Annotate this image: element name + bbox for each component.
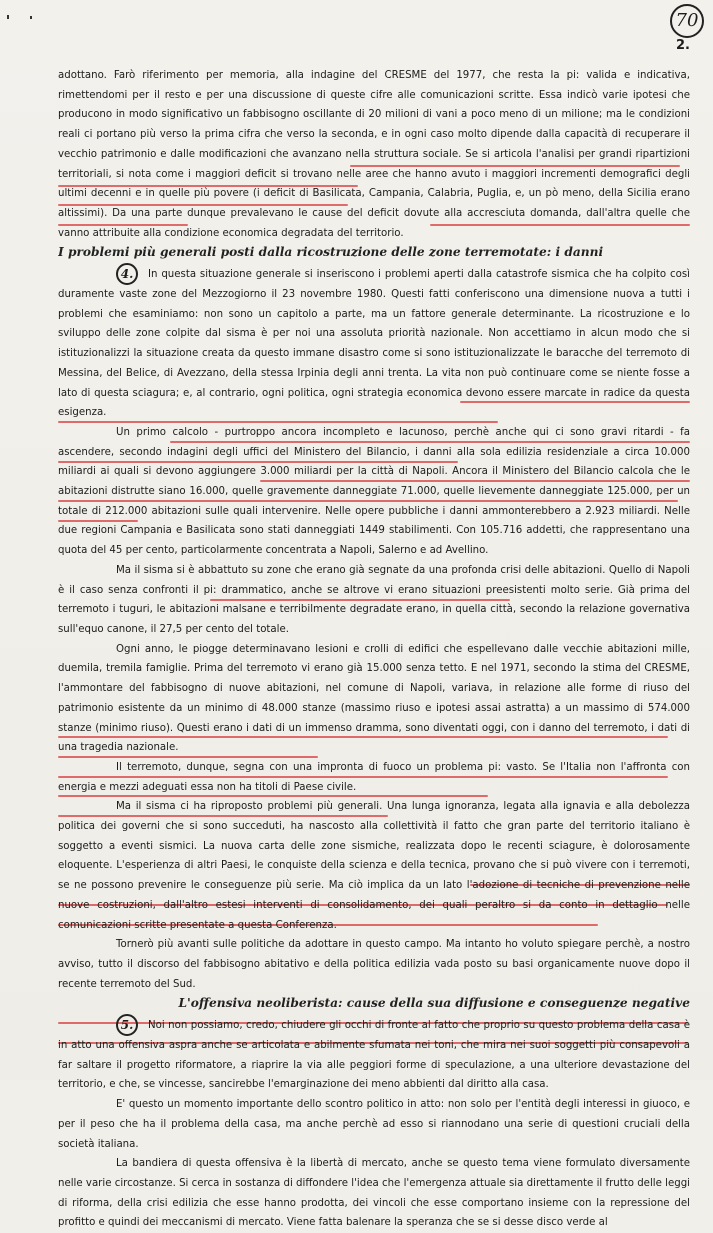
handwritten-heading: L'offensiva neoliberista: cause della sua diffusione e conseguenze negative [178,996,690,1011]
paragraph: Ogni anno, le piogge determinavano lesioni e crolli di edifici che espellevano dalle vecchie abitazioni mille, duemila, tremila famiglie. Prima del terremoto vi erano già 15.000 senza tetto. E nel 1971, secondo la stima del CRESME, l'ammontare del fabbisogno di nuove abitazioni, nel comune di Napoli, variava, in relazione alle forme di riuso del patrimonio esistente da un minimo di 48.000 stanze (massimo riuso e ipotesi assai astratta) a un massimo di 574.000 stanze (minimo riuso). Questi erano i dati di un immenso dramma, sono diventati oggi, con i danno del terremoto, i dati di una tragedia nazionale. [58,643,690,754]
paragraph-section-5 [58,1014,690,1095]
scan-mark [30,16,32,19]
paragraph: La bandiera di questa offensiva è la libertà di mercato, anche se questo tema viene formulato diversamente nelle varie circostanze. Si cerca in sostanza di diffondere l'idea che l'emergenza attuale sia direttamente il frutto delle leggi di riforma, della crisi edilizia che esse hanno prodotta, dei vincoli che esse comportano insieme con la repressione del profitto e quindi dei meccanismi di mercato. Viene fatta balenare la speranza che se si desse disco verde al [58,1158,690,1229]
paragraph: Un primo calcolo - purtroppo ancora incompleto e lacunoso, perchè anche qui ci sono gravi ritardi - fa ascendere, secondo indagini degli uffici del Ministero del Bilancio, i danni alla sola edilizia residenziale a circa 10.000 miliardi ai quali si devono aggiungere 3.000 miliardi per la città di Napoli. Ancora il Ministero del Bilancio calcola che le abitazioni distrutte siano 16.000, quelle gravemente danneggiate 71.000, quelle lievemente danneggiate 125.000, per un totale di 212.000 abitazioni sulle quali intervenire. Nelle opere pubbliche i danni ammonterebbero a 2.923 miliardi. Nelle due regioni Campania e Basilicata sono stati danneggiati 1449 stabilimenti. Con 105.716 addetti, che rappresentano una quota del 45 per cento, particolarmente concentrata a Napoli, Salerno e ad Avellino. [58,426,690,557]
page-number: 2. [676,38,690,53]
paragraph: E' questo un momento importante dello scontro politico in atto: non solo per l'entità degli interessi in giuoco, e per il peso che ha il problema della casa, ma anche perchè ad esso si riannodano una serie di questioni cruciali della società italiana. [58,1099,690,1150]
paragraph: Ma il sisma ci ha riproposto problemi più generali. Una lunga ignoranza, legata alla ignavia e alla debolezza politica dei governi che si sono succeduti, ha nascosto alla collettività il fatto che gran parte del territorio italiano è soggetto a eventi sismici. La nuova carta delle zone sismiche, realizzata dopo le recenti sciagure, è dolorosamente eloquente. L'esperienza di altri Paesi, le conquiste della scienza e della tecnica, provano che si può vivere con i terremoti, se ne possono prevenire le conseguenze più serie. Ma ciò implica da un lato l'adozione di tecniche di prevenzione nelle nuove costruzioni, dall'altro estesi interventi di consolidamento, dei quali peraltro si da conto in dettaglio nelle comunicazioni scritte presentate a questa Conferenza. [58,801,690,931]
section-number-circle: 4. [116,263,138,285]
document-text [58,66,690,1233]
paragraph: Il terremoto, dunque, segna con una impronta di fuoco un problema pi: vasto. Se l'Italia non l'affronta con energia e mezzi adeguati essa non ha titoli di Paese civile. [58,761,690,793]
handwritten-heading: I problemi più generali posti dalla ricostruzione delle zone terremotate: i danni [58,245,604,260]
paragraph-text: Noi non possiamo, credo, chiudere gli occhi di fronte al fatto che proprio su questo problema della casa è in atto una offensiva aspra anche se articolata e abilmente sfumata nei toni, che mira nei suoi soggetti più consapevoli a far saltare il progetto riformatore, a riaprire la via alle peggiori forme di speculazione, a una ulteriore devastazione del territorio, e che, se vincesse, sancirebbe l'emarginazione dei meno abbienti dal diritto alla casa. [58,1020,690,1091]
paragraph: Ma il sisma si è abbattuto su zone che erano già segnate da una profonda crisi delle abitazioni. Quello di Napoli è il caso senza confronti il pi: drammatico, anche se altrove vi erano situazioni preesistenti molto serie. Già prima del terremoto i tuguri, le abitazioni malsane e terribilmente degradate erano, in quella città, secondo la relazione governativa sull'equo canone, il 27,5 per cento del totale. [58,564,690,635]
paragraph: adottano. Farò riferimento per memoria, alla indagine del CRESME del 1977, che resta la pi: valida e indicativa, rimettendomi per il resto e per una discussione di queste cifre alle comunicazioni scritte. Essa indicò varie ipotesi che producono in modo significativo un fabbisogno oscillante di 20 milioni di vani a poco meno di un milione; ma le condizioni reali ci portano più verso la prima cifra che verso la seconda, e in ogni caso molto dipende dalla capacità di recuperare il vecchio patrimonio e dalle modificazioni che avanzano nella struttura sociale. Se si articola l'analisi per grandi ripartizioni territoriali, si nota come i maggiori deficit si trovano nelle aree che hanno avuto i maggiori incrementi demografici degli ultimi decenni e in quelle più povere (i deficit di Basilicata, Campania, Calabria, Puglia, e, un pò meno, della Sicilia erano altissimi). Da una parte dunque prevalevano le cause del deficit dovute alla accresciuta domanda, dall'altra quelle che vanno attribuite alla condizione economica degradata del territorio. [58,70,690,239]
section-number-circle: 5. [116,1014,138,1036]
paragraph-section-4 [58,263,690,423]
scan-mark [7,15,9,19]
paragraph-text: In questa situazione generale si inseriscono i problemi aperti dalla catastrofe sismica che ha colpito così duramente vaste zone del Mezzogiorno il 23 novembre 1980. Questi fatti conferiscono una dimensione nuova a tutti i problemi che esaminiamo: non sono un capitolo a parte, ma un fattore generale determinante. La ricostruzione e lo sviluppo delle zone colpite dal sisma è per noi una assoluta priorità nazionale. Non accettiamo in alcun modo che si istituzionalizzi la situazione creata da questo immane disastro come si sono istituzionalizzate le baracche del terremoto di Messina, del Belice, di Avezzano, della stessa Irpinia degli anni trenta. La vita non può continuare come se niente fosse a lato di questa sciagura; e, al contrario, ogni politica, ogni strategia economica devono essere marcate in radice da questa esigenza. [58,269,690,419]
handwritten-page-number: 70 [670,4,704,38]
paragraph: Tornerò più avanti sulle politiche da adottare in questo campo. Ma intanto ho voluto spiegare perchè, a nostro avviso, tutto il discorso del fabbisogno abitativo e della politica edilizia vada posto su basi organicamente nuove dopo il recente terremoto del Sud. [58,939,690,990]
